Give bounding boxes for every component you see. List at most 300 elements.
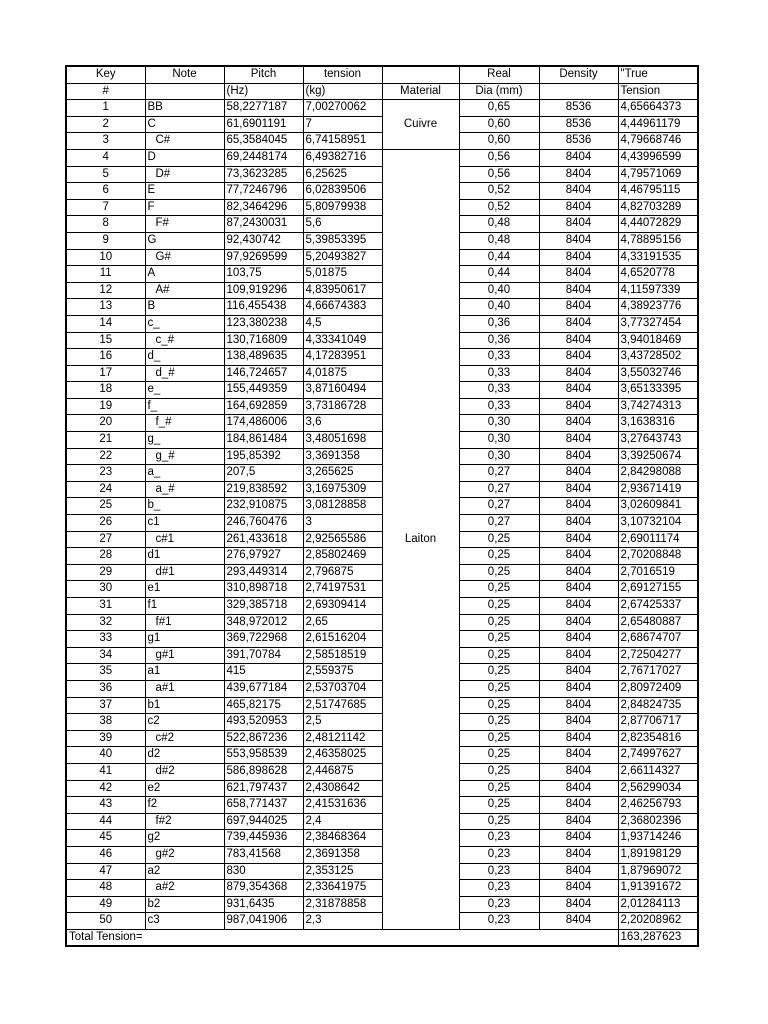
cell-key: 9 (66, 232, 145, 249)
cell-key: 18 (66, 382, 145, 399)
cell-density: 8404 (539, 149, 618, 166)
cell-note: b2 (145, 896, 224, 913)
cell-dia: 0,60 (459, 116, 539, 133)
cell-tension: 5,80979938 (303, 199, 382, 216)
cell-dia: 0,27 (459, 515, 539, 532)
cell-density: 8404 (539, 697, 618, 714)
cell-note: D# (145, 166, 224, 183)
header-pitch: Pitch (224, 66, 303, 83)
cell-note: C# (145, 133, 224, 150)
cell-true-tension: 2,82354816 (618, 730, 698, 747)
cell-note: d2 (145, 747, 224, 764)
cell-pitch: 82,3464296 (224, 199, 303, 216)
cell-pitch: 879,354368 (224, 880, 303, 897)
cell-dia: 0,33 (459, 382, 539, 399)
cell-note: e2 (145, 780, 224, 797)
cell-density: 8404 (539, 747, 618, 764)
cell-dia: 0,25 (459, 531, 539, 548)
table-row (66, 149, 698, 166)
cell-key: 34 (66, 647, 145, 664)
cell-dia: 0,23 (459, 896, 539, 913)
table-row (66, 100, 698, 117)
cell-true-tension: 4,79571069 (618, 166, 698, 183)
cell-density: 8404 (539, 315, 618, 332)
cell-key: 13 (66, 299, 145, 316)
cell-pitch: 184,861484 (224, 432, 303, 449)
cell-note: d1 (145, 548, 224, 565)
cell-note: g#1 (145, 647, 224, 664)
cell-density: 8404 (539, 266, 618, 283)
cell-tension: 4,83950617 (303, 282, 382, 299)
cell-dia: 0,56 (459, 166, 539, 183)
cell-key: 2 (66, 116, 145, 133)
cell-density: 8404 (539, 415, 618, 432)
cell-true-tension: 1,87969072 (618, 863, 698, 880)
cell-key: 11 (66, 266, 145, 283)
cell-tension: 7 (303, 116, 382, 133)
cell-density: 8404 (539, 846, 618, 863)
cell-dia: 0,44 (459, 266, 539, 283)
cell-density: 8404 (539, 780, 618, 797)
cell-tension: 2,41531636 (303, 797, 382, 814)
cell-tension: 2,559375 (303, 664, 382, 681)
cell-dia: 0,27 (459, 498, 539, 515)
cell-key: 8 (66, 216, 145, 233)
total-tension-value: 163,287623 (618, 929, 698, 946)
cell-pitch: 138,489635 (224, 349, 303, 366)
cell-density: 8404 (539, 548, 618, 565)
cell-tension: 2,31878858 (303, 896, 382, 913)
cell-density: 8404 (539, 564, 618, 581)
cell-key: 6 (66, 183, 145, 200)
cell-tension: 2,4308642 (303, 780, 382, 797)
cell-true-tension: 3,55032746 (618, 365, 698, 382)
cell-pitch: 92,430742 (224, 232, 303, 249)
cell-note: F# (145, 216, 224, 233)
cell-dia: 0,23 (459, 913, 539, 930)
cell-true-tension: 2,80972409 (618, 680, 698, 697)
cell-true-tension: 4,43996599 (618, 149, 698, 166)
cell-dia: 0,40 (459, 282, 539, 299)
cell-density: 8404 (539, 332, 618, 349)
cell-note: b_ (145, 498, 224, 515)
cell-true-tension: 2,56299034 (618, 780, 698, 797)
cell-pitch: 465,82175 (224, 697, 303, 714)
cell-tension: 2,796875 (303, 564, 382, 581)
header-note: Note (145, 66, 224, 83)
cell-true-tension: 4,33191535 (618, 249, 698, 266)
cell-tension: 2,353125 (303, 863, 382, 880)
cell-pitch: 310,898718 (224, 581, 303, 598)
cell-key: 35 (66, 664, 145, 681)
material-laiton: Laiton (382, 149, 459, 929)
cell-dia: 0,30 (459, 432, 539, 449)
cell-dia: 0,25 (459, 813, 539, 830)
cell-note: f_# (145, 415, 224, 432)
cell-pitch: 931,6435 (224, 896, 303, 913)
cell-key: 37 (66, 697, 145, 714)
cell-tension: 7,00270062 (303, 100, 382, 117)
header-tension: tension (303, 66, 382, 83)
cell-pitch: 739,445936 (224, 830, 303, 847)
header-key-num: # (66, 83, 145, 100)
cell-key: 48 (66, 880, 145, 897)
cell-density: 8404 (539, 382, 618, 399)
cell-true-tension: 2,74997627 (618, 747, 698, 764)
cell-tension: 2,3 (303, 913, 382, 930)
cell-key: 31 (66, 598, 145, 615)
cell-pitch: 174,486006 (224, 415, 303, 432)
cell-true-tension: 2,66114327 (618, 763, 698, 780)
cell-pitch: 276,97927 (224, 548, 303, 565)
cell-key: 47 (66, 863, 145, 880)
cell-tension: 2,58518519 (303, 647, 382, 664)
cell-note: f2 (145, 797, 224, 814)
cell-pitch: 77,7246796 (224, 183, 303, 200)
cell-tension: 3,08128858 (303, 498, 382, 515)
cell-key: 49 (66, 896, 145, 913)
cell-true-tension: 4,44961179 (618, 116, 698, 133)
cell-dia: 0,30 (459, 415, 539, 432)
cell-density: 8404 (539, 763, 618, 780)
cell-tension: 2,38468364 (303, 830, 382, 847)
cell-true-tension: 2,87706717 (618, 714, 698, 731)
header-dia: Dia (mm) (459, 83, 539, 100)
cell-true-tension: 3,65133395 (618, 382, 698, 399)
cell-pitch: 232,910875 (224, 498, 303, 515)
cell-density: 8404 (539, 647, 618, 664)
cell-dia: 0,56 (459, 149, 539, 166)
cell-dia: 0,25 (459, 780, 539, 797)
cell-tension: 2,46358025 (303, 747, 382, 764)
header-tension-unit: (kg) (303, 83, 382, 100)
cell-key: 39 (66, 730, 145, 747)
cell-key: 17 (66, 365, 145, 382)
header-real: Real (459, 66, 539, 83)
cell-note: a_# (145, 481, 224, 498)
cell-tension: 4,5 (303, 315, 382, 332)
cell-density: 8404 (539, 880, 618, 897)
cell-note: A# (145, 282, 224, 299)
cell-density: 8404 (539, 216, 618, 233)
cell-tension: 4,01875 (303, 365, 382, 382)
cell-note: g_# (145, 448, 224, 465)
cell-dia: 0,25 (459, 797, 539, 814)
cell-pitch: 58,2277187 (224, 100, 303, 117)
cell-tension: 3,16975309 (303, 481, 382, 498)
cell-dia: 0,33 (459, 365, 539, 382)
cell-true-tension: 2,84298088 (618, 465, 698, 482)
cell-pitch: 207,5 (224, 465, 303, 482)
cell-dia: 0,52 (459, 183, 539, 200)
cell-pitch: 155,449359 (224, 382, 303, 399)
cell-key: 27 (66, 531, 145, 548)
cell-density: 8404 (539, 166, 618, 183)
cell-true-tension: 3,74274313 (618, 398, 698, 415)
cell-dia: 0,25 (459, 548, 539, 565)
cell-pitch: 415 (224, 664, 303, 681)
cell-density: 8404 (539, 183, 618, 200)
cell-true-tension: 2,01284113 (618, 896, 698, 913)
cell-pitch: 369,722968 (224, 631, 303, 648)
cell-true-tension: 3,39250674 (618, 448, 698, 465)
cell-note: BB (145, 100, 224, 117)
cell-true-tension: 3,94018469 (618, 332, 698, 349)
cell-true-tension: 3,02609841 (618, 498, 698, 515)
cell-tension: 3,73186728 (303, 398, 382, 415)
cell-note: g_ (145, 432, 224, 449)
cell-true-tension: 4,78895156 (618, 232, 698, 249)
cell-tension: 5,20493827 (303, 249, 382, 266)
cell-note: d_# (145, 365, 224, 382)
cell-pitch: 87,2430031 (224, 216, 303, 233)
header-true: "True (618, 66, 698, 83)
cell-true-tension: 4,46795115 (618, 183, 698, 200)
cell-tension: 2,85802469 (303, 548, 382, 565)
cell-note: E (145, 183, 224, 200)
cell-tension: 6,49382716 (303, 149, 382, 166)
cell-true-tension: 3,27643743 (618, 432, 698, 449)
cell-true-tension: 3,1638316 (618, 415, 698, 432)
cell-density: 8404 (539, 498, 618, 515)
cell-dia: 0,52 (459, 199, 539, 216)
cell-note: e1 (145, 581, 224, 598)
cell-true-tension: 2,7016519 (618, 564, 698, 581)
cell-dia: 0,36 (459, 332, 539, 349)
cell-true-tension: 4,79668746 (618, 133, 698, 150)
cell-density: 8404 (539, 481, 618, 498)
cell-note: b1 (145, 697, 224, 714)
cell-tension: 6,74158951 (303, 133, 382, 150)
cell-dia: 0,25 (459, 614, 539, 631)
cell-density: 8404 (539, 249, 618, 266)
cell-density: 8404 (539, 714, 618, 731)
cell-key: 33 (66, 631, 145, 648)
cell-pitch: 130,716809 (224, 332, 303, 349)
cell-density: 8404 (539, 531, 618, 548)
cell-true-tension: 3,10732104 (618, 515, 698, 532)
cell-tension: 2,51747685 (303, 697, 382, 714)
header-material: Material (382, 83, 459, 100)
cell-pitch: 246,760476 (224, 515, 303, 532)
cell-true-tension: 2,69011174 (618, 531, 698, 548)
cell-true-tension: 4,11597339 (618, 282, 698, 299)
cell-density: 8404 (539, 730, 618, 747)
cell-density: 8536 (539, 133, 618, 150)
cell-true-tension: 4,6520778 (618, 266, 698, 283)
cell-pitch: 73,3623285 (224, 166, 303, 183)
cell-dia: 0,25 (459, 714, 539, 731)
cell-pitch: 586,898628 (224, 763, 303, 780)
cell-density: 8404 (539, 896, 618, 913)
cell-dia: 0,25 (459, 631, 539, 648)
cell-key: 5 (66, 166, 145, 183)
cell-pitch: 97,9269599 (224, 249, 303, 266)
cell-key: 7 (66, 199, 145, 216)
cell-pitch: 439,677184 (224, 680, 303, 697)
cell-tension: 2,5 (303, 714, 382, 731)
cell-note: f#2 (145, 813, 224, 830)
cell-pitch: 493,520953 (224, 714, 303, 731)
cell-note: c#2 (145, 730, 224, 747)
cell-true-tension: 2,93671419 (618, 481, 698, 498)
cell-key: 1 (66, 100, 145, 117)
cell-note: d#2 (145, 763, 224, 780)
cell-note: g#2 (145, 846, 224, 863)
cell-density: 8404 (539, 813, 618, 830)
cell-key: 25 (66, 498, 145, 515)
cell-key: 22 (66, 448, 145, 465)
cell-note: a#1 (145, 680, 224, 697)
cell-dia: 0,27 (459, 465, 539, 482)
cell-pitch: 391,70784 (224, 647, 303, 664)
cell-true-tension: 1,89198129 (618, 846, 698, 863)
cell-note: d_ (145, 349, 224, 366)
material-cuivre: Cuivre (382, 100, 459, 150)
cell-pitch: 621,797437 (224, 780, 303, 797)
cell-note: a2 (145, 863, 224, 880)
cell-pitch: 658,771437 (224, 797, 303, 814)
cell-pitch: 329,385718 (224, 598, 303, 615)
cell-true-tension: 2,76717027 (618, 664, 698, 681)
cell-key: 20 (66, 415, 145, 432)
cell-dia: 0,25 (459, 647, 539, 664)
cell-note: A (145, 266, 224, 283)
cell-dia: 0,25 (459, 680, 539, 697)
cell-true-tension: 2,36802396 (618, 813, 698, 830)
cell-key: 19 (66, 398, 145, 415)
cell-tension: 2,61516204 (303, 631, 382, 648)
cell-key: 50 (66, 913, 145, 930)
cell-pitch: 293,449314 (224, 564, 303, 581)
cell-density: 8404 (539, 282, 618, 299)
cell-true-tension: 4,38923776 (618, 299, 698, 316)
cell-tension: 3,6 (303, 415, 382, 432)
cell-true-tension: 2,46256793 (618, 797, 698, 814)
cell-dia: 0,25 (459, 564, 539, 581)
cell-dia: 0,25 (459, 730, 539, 747)
cell-pitch: 164,692859 (224, 398, 303, 415)
cell-dia: 0,23 (459, 880, 539, 897)
cell-dia: 0,36 (459, 315, 539, 332)
cell-true-tension: 2,67425337 (618, 598, 698, 615)
cell-pitch: 553,958539 (224, 747, 303, 764)
cell-true-tension: 3,77327454 (618, 315, 698, 332)
cell-dia: 0,25 (459, 747, 539, 764)
cell-key: 45 (66, 830, 145, 847)
cell-key: 36 (66, 680, 145, 697)
cell-pitch: 697,944025 (224, 813, 303, 830)
cell-density: 8404 (539, 631, 618, 648)
cell-key: 26 (66, 515, 145, 532)
cell-key: 10 (66, 249, 145, 266)
cell-pitch: 123,380238 (224, 315, 303, 332)
cell-true-tension: 4,82703289 (618, 199, 698, 216)
cell-pitch: 522,867236 (224, 730, 303, 747)
cell-key: 40 (66, 747, 145, 764)
cell-note: f1 (145, 598, 224, 615)
cell-density: 8404 (539, 398, 618, 415)
cell-key: 24 (66, 481, 145, 498)
cell-key: 41 (66, 763, 145, 780)
cell-key: 21 (66, 432, 145, 449)
cell-true-tension: 2,84824735 (618, 697, 698, 714)
cell-tension: 2,3691358 (303, 846, 382, 863)
cell-density: 8404 (539, 913, 618, 930)
cell-density: 8404 (539, 349, 618, 366)
cell-note: c_# (145, 332, 224, 349)
cell-true-tension: 3,43728502 (618, 349, 698, 366)
cell-density: 8536 (539, 100, 618, 117)
cell-note: c3 (145, 913, 224, 930)
cell-pitch: 116,455438 (224, 299, 303, 316)
header-key: Key (66, 66, 145, 83)
cell-true-tension: 1,91391672 (618, 880, 698, 897)
cell-pitch: 195,85392 (224, 448, 303, 465)
cell-density: 8404 (539, 299, 618, 316)
cell-pitch: 348,972012 (224, 614, 303, 631)
cell-key: 4 (66, 149, 145, 166)
cell-note: B (145, 299, 224, 316)
cell-dia: 0,23 (459, 863, 539, 880)
cell-dia: 0,25 (459, 697, 539, 714)
cell-note: D (145, 149, 224, 166)
cell-dia: 0,40 (459, 299, 539, 316)
cell-tension: 2,48121142 (303, 730, 382, 747)
cell-key: 28 (66, 548, 145, 565)
cell-key: 16 (66, 349, 145, 366)
string-tension-table (65, 65, 699, 947)
cell-key: 42 (66, 780, 145, 797)
cell-tension: 3,3691358 (303, 448, 382, 465)
cell-note: d#1 (145, 564, 224, 581)
cell-true-tension: 4,65664373 (618, 100, 698, 117)
cell-tension: 6,25625 (303, 166, 382, 183)
cell-tension: 4,66674383 (303, 299, 382, 316)
cell-key: 32 (66, 614, 145, 631)
cell-note: a#2 (145, 880, 224, 897)
cell-key: 29 (66, 564, 145, 581)
cell-note: f_ (145, 398, 224, 415)
cell-density: 8404 (539, 515, 618, 532)
cell-key: 14 (66, 315, 145, 332)
cell-tension: 5,6 (303, 216, 382, 233)
cell-pitch: 109,919296 (224, 282, 303, 299)
cell-pitch: 830 (224, 863, 303, 880)
total-row (66, 929, 698, 946)
cell-tension: 5,01875 (303, 266, 382, 283)
cell-tension: 2,53703704 (303, 680, 382, 697)
cell-true-tension: 2,68674707 (618, 631, 698, 648)
cell-dia: 0,27 (459, 481, 539, 498)
total-tension-label: Total Tension= (66, 929, 618, 946)
cell-dia: 0,25 (459, 581, 539, 598)
cell-density: 8404 (539, 232, 618, 249)
cell-tension: 5,39853395 (303, 232, 382, 249)
cell-true-tension: 1,93714246 (618, 830, 698, 847)
header-row-2 (66, 83, 698, 100)
cell-note: c1 (145, 515, 224, 532)
cell-key: 3 (66, 133, 145, 150)
cell-density: 8404 (539, 581, 618, 598)
cell-dia: 0,23 (459, 830, 539, 847)
cell-key: 15 (66, 332, 145, 349)
cell-dia: 0,33 (459, 349, 539, 366)
cell-density: 8404 (539, 598, 618, 615)
cell-density: 8404 (539, 830, 618, 847)
cell-key: 23 (66, 465, 145, 482)
cell-tension: 3 (303, 515, 382, 532)
